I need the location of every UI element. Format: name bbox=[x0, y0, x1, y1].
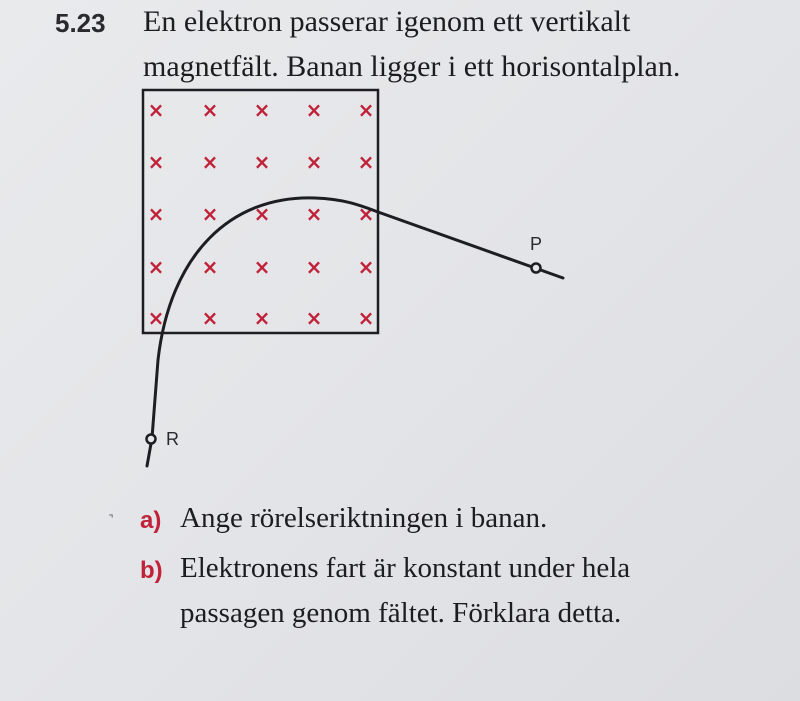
field-cross: × bbox=[201, 150, 219, 174]
field-cross: × bbox=[305, 255, 323, 279]
field-cross: × bbox=[305, 98, 323, 122]
problem-text-line-1: En elektron passerar igenom ett vertikalt bbox=[143, 5, 631, 38]
field-cross: × bbox=[357, 98, 375, 122]
field-cross: × bbox=[305, 306, 323, 330]
question-b-text-line-2: passagen genom fältet. Förklara detta. bbox=[180, 597, 622, 629]
field-cross: × bbox=[253, 255, 271, 279]
field-cross: × bbox=[147, 150, 165, 174]
field-cross: × bbox=[201, 202, 219, 226]
field-cross: × bbox=[357, 202, 375, 226]
field-crosses bbox=[148, 98, 375, 330]
field-cross: × bbox=[201, 98, 219, 122]
point-r-label: R bbox=[166, 429, 179, 449]
field-cross: × bbox=[357, 306, 375, 330]
field-cross: × bbox=[253, 98, 271, 122]
question-a-text: Ange rörelseriktningen i banan. bbox=[180, 502, 548, 534]
field-cross: × bbox=[357, 150, 375, 174]
point-p-label: P bbox=[530, 234, 543, 254]
point-r-marker bbox=[147, 435, 156, 444]
field-cross: × bbox=[305, 202, 323, 226]
field-cross: × bbox=[201, 255, 219, 279]
problem-text-line-2: magnetfält. Banan ligger i ett horisontalplan. bbox=[143, 50, 681, 83]
field-cross: × bbox=[147, 202, 165, 226]
margin-tick-mark: ˺ bbox=[108, 512, 114, 532]
problem-number: 5.23 bbox=[55, 8, 106, 38]
field-cross: × bbox=[147, 306, 165, 330]
field-cross: × bbox=[357, 255, 375, 279]
question-b-label: b) bbox=[140, 557, 163, 584]
field-cross: × bbox=[305, 150, 323, 174]
field-cross: × bbox=[253, 150, 271, 174]
question-a-label: a) bbox=[140, 507, 162, 534]
field-cross: × bbox=[201, 306, 219, 330]
question-b-text-line-1: Elektronens fart är konstant under hela bbox=[180, 552, 631, 584]
field-cross: × bbox=[253, 306, 271, 330]
field-cross: × bbox=[147, 255, 165, 279]
field-cross: × bbox=[253, 202, 271, 226]
point-p-marker bbox=[532, 264, 541, 273]
field-cross: × bbox=[147, 98, 165, 122]
